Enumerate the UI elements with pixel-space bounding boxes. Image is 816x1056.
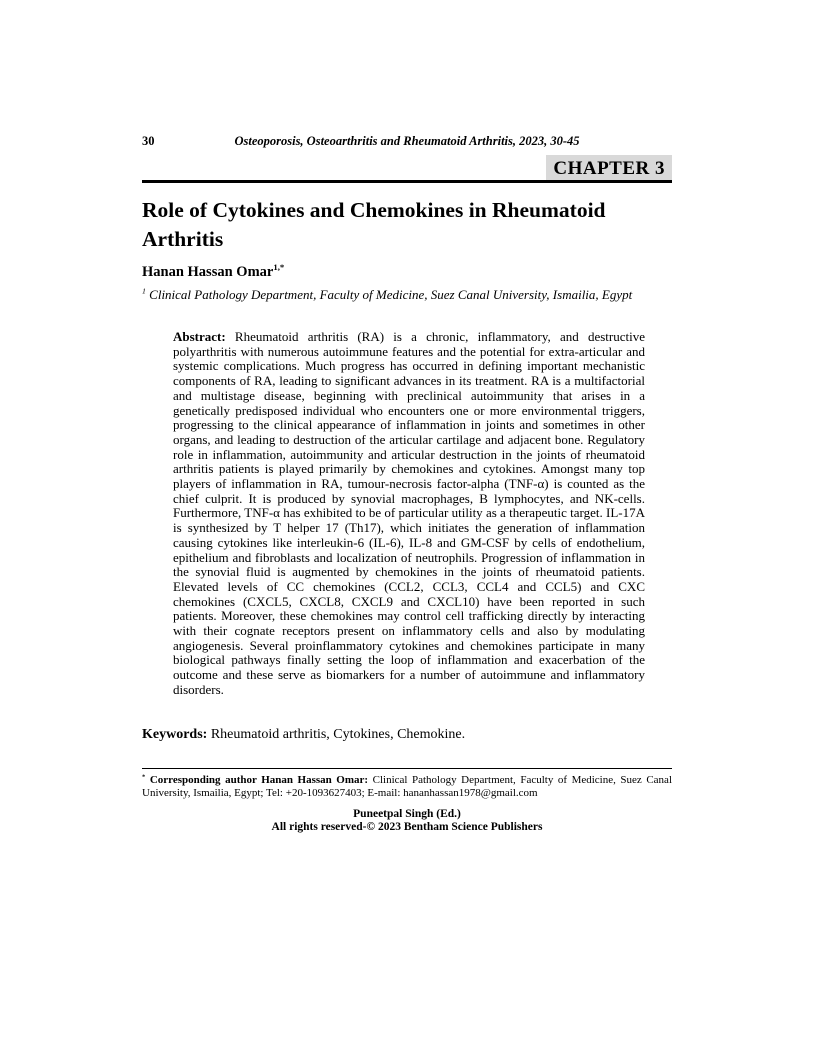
footnote-asterisk: * [142, 772, 146, 780]
corresponding-author-footnote [142, 768, 672, 801]
rights-line: All rights reserved-© 2023 Bentham Science Publishers [271, 821, 543, 834]
author-line [142, 264, 672, 281]
keywords-text: Rheumatoid arthritis, Cytokines, Chemokine. [207, 726, 466, 742]
editor-line: Puneetpal Singh (Ed.) [353, 807, 461, 820]
running-header [142, 133, 672, 149]
author-name: Hanan Hassan Omar [142, 264, 274, 280]
affiliation-line [142, 287, 672, 303]
running-title: Osteoporosis, Osteoarthritis and Rheumatoid Arthritis, 2023, 30-45 [234, 134, 580, 148]
keywords-label: Keywords: [142, 726, 208, 742]
footnote-contact-text: Clinical Pathology Department, Faculty of Medicine, Suez Canal University, Ismailia, Egypt; Tel: +20-1093627403; E-mail: hananhassan1978@gmail.com [142, 773, 672, 800]
keywords-line [142, 726, 672, 744]
abstract-label: Abstract: [173, 329, 226, 344]
affiliation-text: Clinical Pathology Department, Faculty of Medicine, Suez Canal University, Ismailia, Egypt [145, 287, 633, 302]
footnote-author-bold: Corresponding author Hanan Hassan Omar: [145, 773, 369, 786]
affiliation-superscript: 1 [142, 286, 146, 296]
page-number: 30 [142, 134, 155, 148]
publisher-block [142, 808, 672, 835]
chapter-rule [142, 155, 672, 183]
chapter-badge: CHAPTER 3 [546, 155, 672, 180]
abstract-text: Rheumatoid arthritis (RA) is a chronic, inflammatory, and destructive polyarthritis with numerous autoimmune features and the potential for extra-articular and systemic complications. Much progress has occurred in defining important mechanistic components of RA, leading to significant advances in its treatment. RA is a multifactorial and multistage disease, beginning with preclinical autoimmunity that arises in a genetically predisposed individual who encounters one or more environmental triggers, progressing to the clinical appearance of inflammation in joints and sometimes in other organs, and leading to destruction of the articular cartilage and adjacent bone. Regulatory role in inflammation, autoimmunity and articular destruction in the joints of rheumatoid arthritis patients is played primarily by chemokines and cytokines. Amongst many top players of inflammation in RA, tumour-necrosis factor-alpha (TNF-α) is counted as the chief culprit. It is produced by synovial macrophages, B lymphocytes, and NK-cells. Furthermore, TNF-α has exhibited to be of particular utility as a therapeutic target. IL-17A is synthesized by T helper 17 (Th17), which initiates the generation of inflammation causing cytokines like interleukin-6 (IL-6), IL-8 and GM-CSF by cells of endothelium, epithelium and fibroblasts and localization of neutrophils. Progression of inflammation in the synovial fluid is augmented by chemokines in the joints of rheumatoid patients. Elevated levels of CC chemokines (CCL2, CCL3, CCL4 and CCL5) and CXC chemokines (CXCL5, CXCL8, CXCL9 and CXCL10) have been reported in such patients. Moreover, these chemokines may control cell trafficking directly by interacting with their cognate receptors present on inflammatory cells and also by modulating angiogenesis. Several proinflammatory cytokines and chemokines participate in many biological pathways finally setting the loop of inflammation and exacerbation of the outcome and these serve as biomarkers for a number of autoimmune and inflammatory disorders. [173, 329, 645, 697]
author-superscript: 1,* [273, 262, 285, 273]
abstract-paragraph [173, 330, 645, 698]
article-title: Role of Cytokines and Chemokines in Rheumatoid Arthritis [142, 198, 606, 251]
